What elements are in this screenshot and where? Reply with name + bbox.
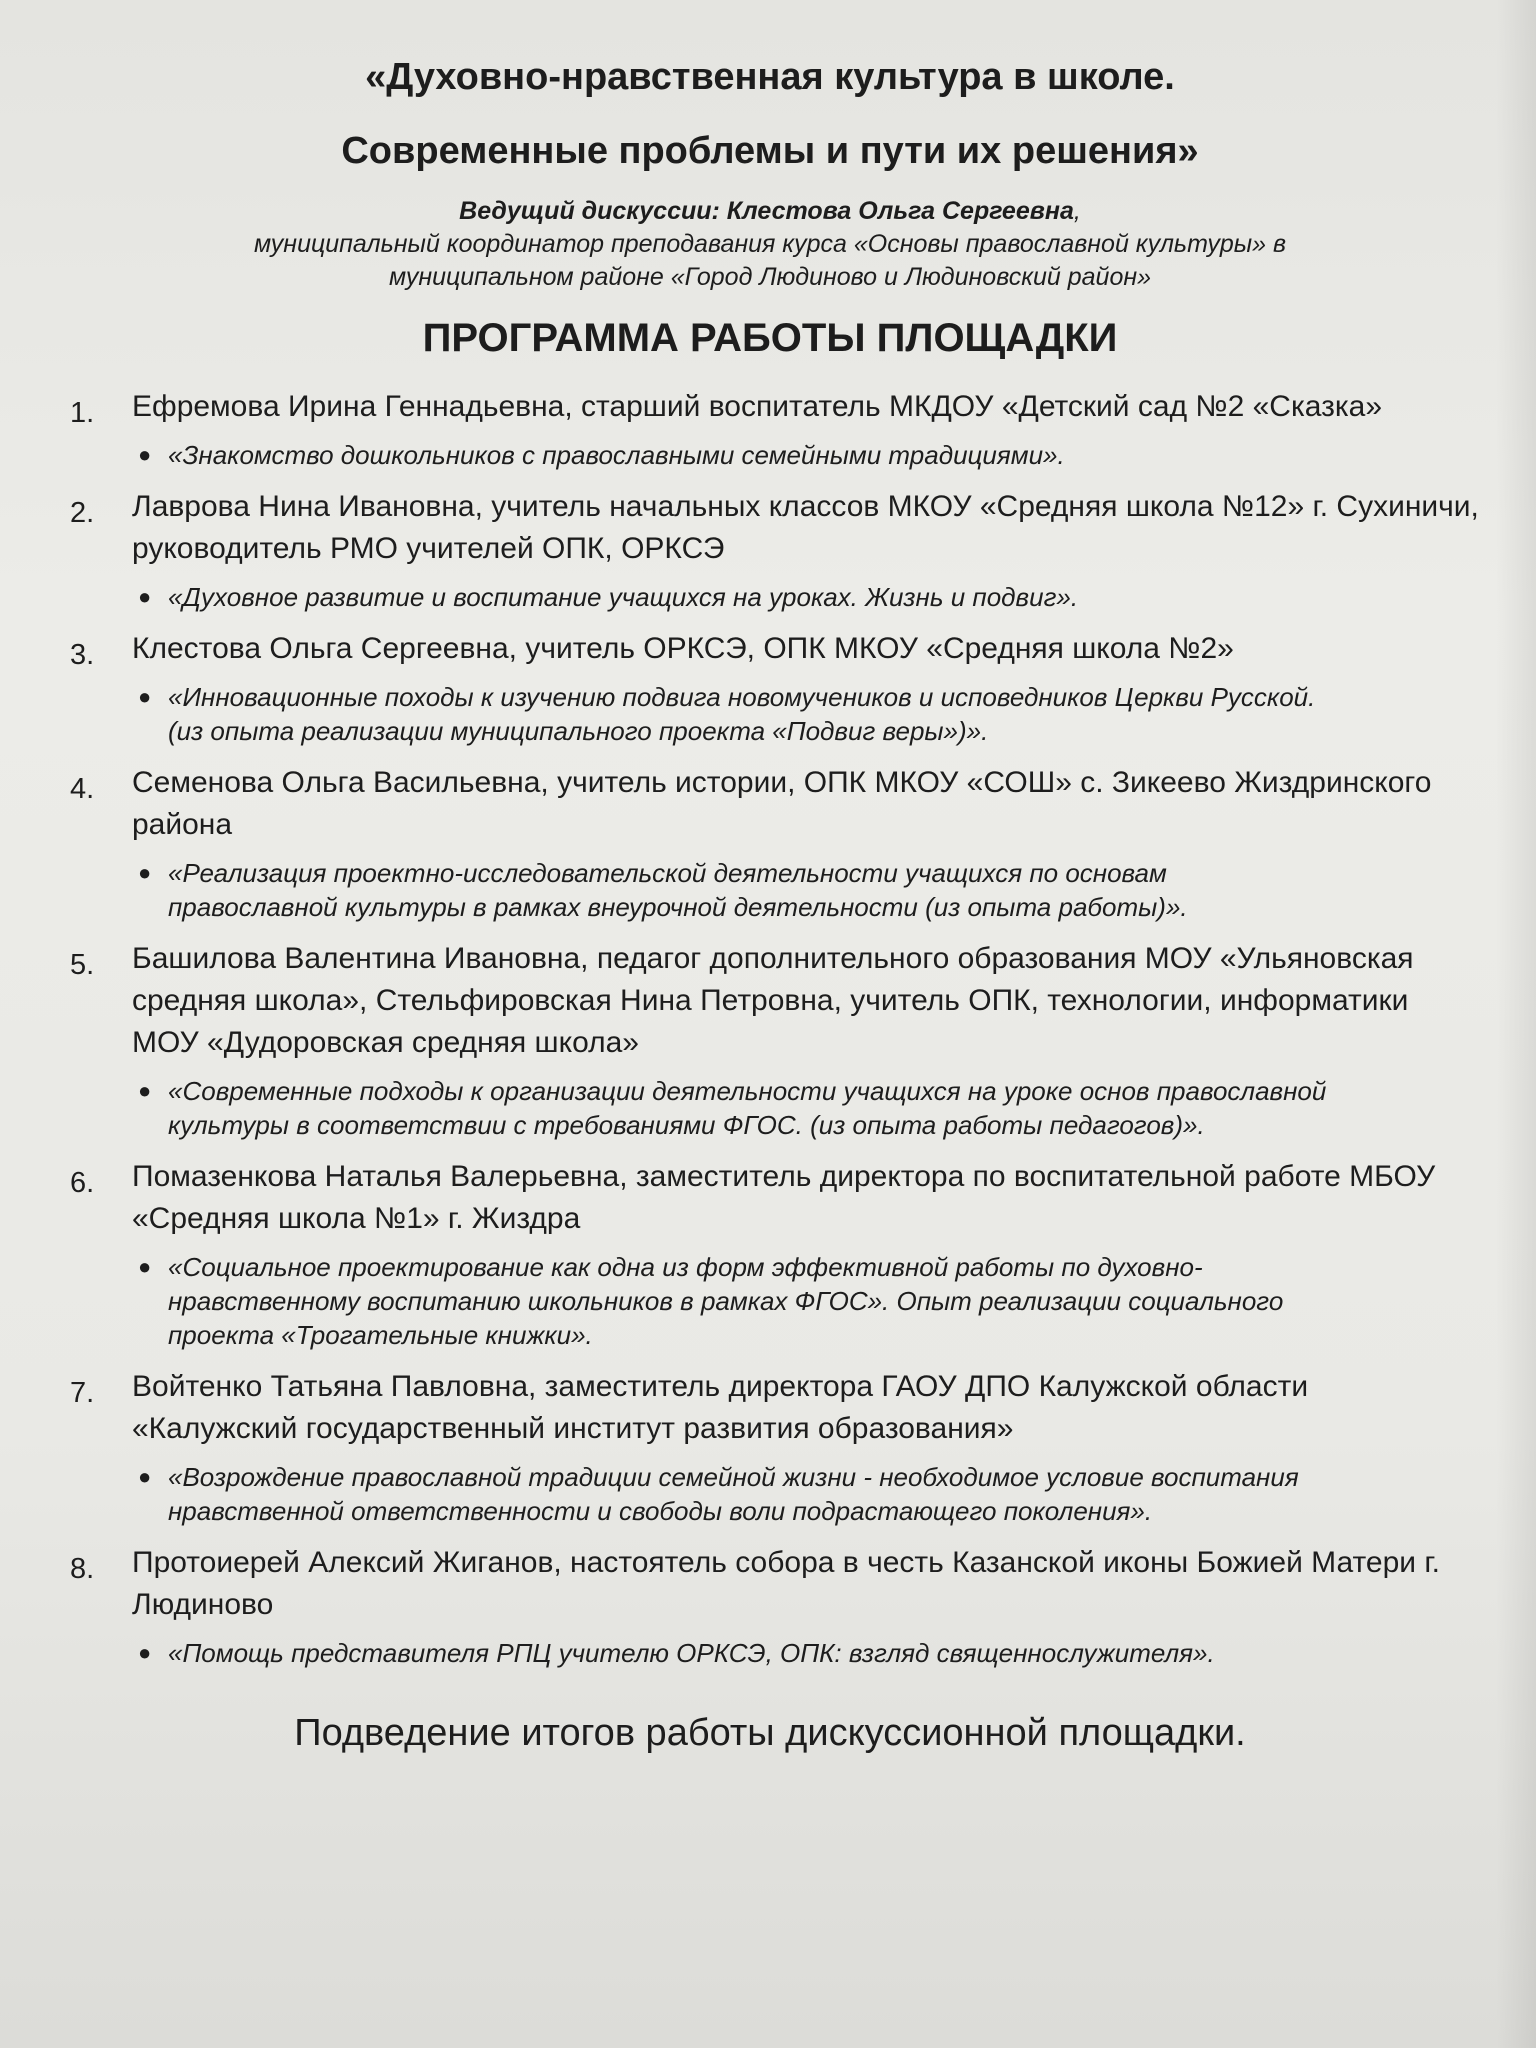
topic-text: «Социальное проектирование как одна из форм эффективной работы по духовно- нравственному воспитанию школьников в рамках ФГОС». Опыт реализации социального проекта «Трогательные книжки». [168, 1252, 1284, 1350]
bullet-icon: ● [138, 584, 152, 609]
moderator-role-line3: муниципальном районе «Город Людиново и Людиновский район» [388, 263, 1152, 291]
topic-item [138, 1250, 1328, 1352]
list-item [60, 628, 1480, 748]
bullet-icon: ● [138, 1254, 152, 1279]
bullet-icon: ● [138, 442, 152, 467]
topic-text: «Современные подходы к организации деятельности учащихся на уроке основ православной культуры в соответствии с требованиями ФГОС. (из опыта работы педагогов)». [168, 1076, 1327, 1140]
topic-item [138, 438, 1328, 472]
list-item [60, 1542, 1480, 1670]
list-item [60, 486, 1480, 614]
speaker-text: Ефремова Ирина Геннадьевна, старший воспитатель МКДОУ «Детский сад №2 «Сказка» [132, 390, 1383, 423]
speaker-number: 8. [70, 1553, 95, 1585]
bullet-icon: ● [138, 1464, 152, 1489]
speaker-number: 4. [70, 773, 95, 805]
document-title-line1: «Духовно-нравственная культура в школе. [365, 56, 1175, 98]
speaker-entry [60, 1542, 1480, 1626]
topic-item [138, 1074, 1328, 1142]
topic-item [138, 680, 1328, 748]
speaker-text: Протоиерей Алексий Жиганов, настоятель собора в честь Казанской иконы Божией Матери г. Людиново [132, 1546, 1441, 1621]
speaker-text: Помазенкова Наталья Валерьевна, заместитель директора по воспитательной работе МБОУ «Средняя школа №1» г. Жиздра [132, 1160, 1436, 1235]
speaker-number: 7. [70, 1377, 95, 1409]
speaker-entry [60, 386, 1480, 428]
topic-text: «Духовное развитие и воспитание учащихся на уроках. Жизнь и подвиг». [168, 582, 1079, 612]
bullet-icon: ● [138, 1640, 152, 1665]
speaker-text: Семенова Ольга Васильевна, учитель истории, ОПК МКОУ «СОШ» с. Зикеево Жиздринского района [132, 766, 1432, 841]
speaker-text: Лаврова Нина Ивановна, учитель начальных классов МКОУ «Средняя школа №12» г. Сухиничи, руководитель РМО учителей ОПК, ОРКСЭ [132, 490, 1479, 565]
speaker-number: 1. [70, 397, 95, 429]
document-content [60, 55, 1480, 1756]
topic-item [138, 1460, 1328, 1528]
speaker-entry [60, 1156, 1480, 1240]
moderator-line1 [60, 195, 1480, 228]
speaker-entry [60, 486, 1480, 570]
moderator-comma: , [1073, 197, 1081, 225]
moderator-role-line2: муниципальный координатор преподавания курса «Основы православной культуры» в [253, 230, 1287, 258]
topic-item [138, 856, 1328, 924]
bullet-icon: ● [138, 860, 152, 885]
speaker-number: 3. [70, 639, 95, 671]
moderator-name: Ведущий дискуссии: Клестова Ольга Сергеевна [459, 197, 1074, 225]
speaker-number: 6. [70, 1167, 95, 1199]
bullet-icon: ● [138, 1078, 152, 1103]
program-heading: ПРОГРАММА РАБОТЫ ПЛОЩАДКИ [422, 316, 1118, 360]
speaker-text: Войтенко Татьяна Павловна, заместитель директора ГАОУ ДПО Калужской области «Калужский государственный институт развития образования» [132, 1370, 1309, 1445]
topic-text: «Знакомство дошкольников с православными семейными традициями». [168, 440, 1065, 470]
topic-item [138, 580, 1328, 614]
speaker-entry [60, 762, 1480, 846]
moderator-block [60, 195, 1480, 294]
speaker-entry [60, 938, 1480, 1064]
list-item [60, 386, 1480, 472]
topic-text: «Реализация проектно-исследовательской деятельности учащихся по основам православной культуры в рамках внеурочной деятельности (из опыта работы)». [168, 858, 1188, 922]
summary-line: Подведение итогов работы дискуссионной площадки. [294, 1712, 1246, 1754]
list-item [60, 762, 1480, 924]
speaker-list [60, 386, 1480, 1670]
paper-edge-shadow [1496, 0, 1536, 2048]
speaker-text: Клестова Ольга Сергеевна, учитель ОРКСЭ, ОПК МКОУ «Средняя школа №2» [132, 632, 1234, 665]
bullet-icon: ● [138, 684, 152, 709]
speaker-entry [60, 1366, 1480, 1450]
topic-item [138, 1636, 1328, 1670]
speaker-entry [60, 628, 1480, 670]
speaker-number: 2. [70, 497, 95, 529]
document-title-line2: Современные проблемы и пути их решения» [341, 130, 1199, 172]
list-item [60, 1366, 1480, 1528]
topic-text: «Помощь представителя РПЦ учителю ОРКСЭ, ОПК: взгляд священнослужителя». [168, 1638, 1215, 1668]
topic-text: «Инновационные походы к изучению подвига новомучеников и исповедников Церкви Русской. (из опыта реализации муниципального проекта «Подвиг веры»)». [168, 682, 1316, 746]
topic-text: «Возрождение православной традиции семейной жизни - необходимое условие воспитания нравственной ответственности и свободы воли подрастающего поколения». [168, 1462, 1299, 1526]
list-item [60, 1156, 1480, 1352]
list-item [60, 938, 1480, 1142]
speaker-text: Башилова Валентина Ивановна, педагог дополнительного образования МОУ «Ульяновская средняя школа», Стельфировская Нина Петровна, учитель ОПК, технологии, информатики МОУ «Дудоровская средняя школа» [132, 942, 1414, 1059]
speaker-number: 5. [70, 949, 95, 981]
